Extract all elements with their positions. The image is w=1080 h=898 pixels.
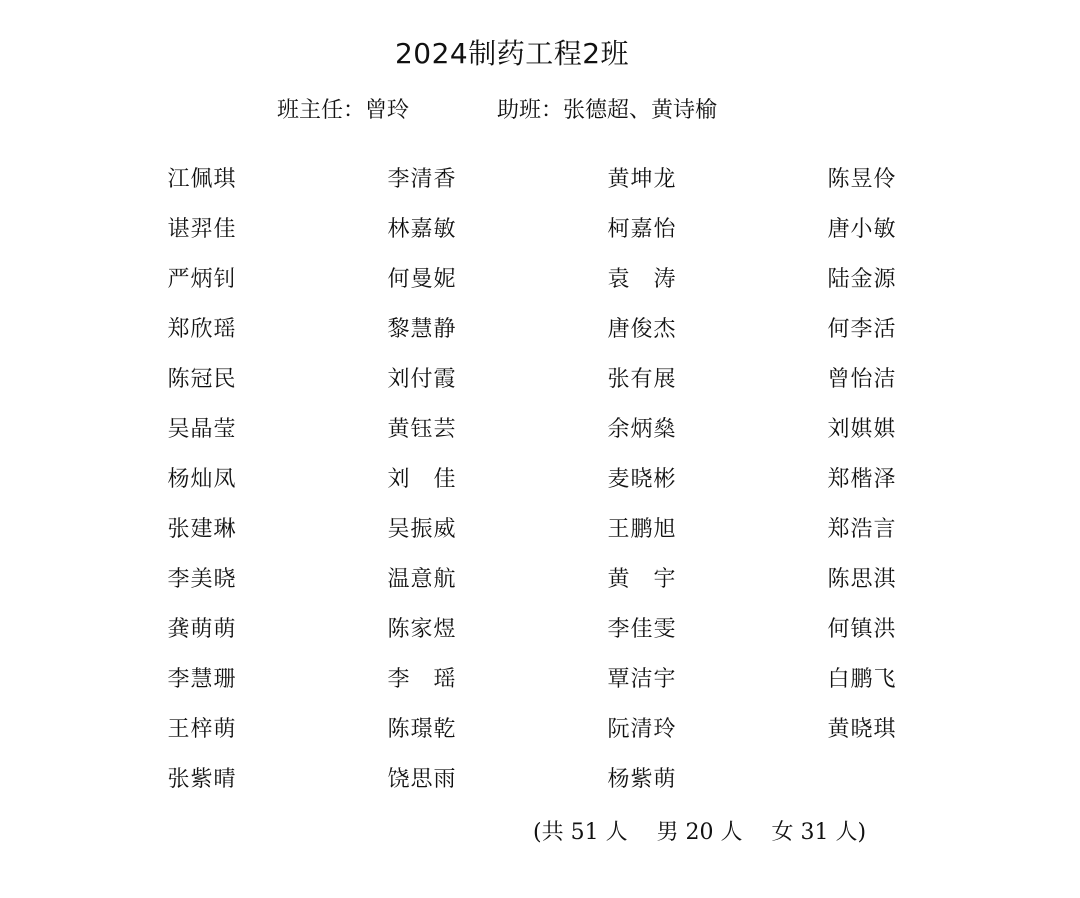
head-teacher: 班主任：曾玲 (277, 98, 410, 123)
student-name: 何曼妮 (387, 267, 457, 292)
student-name: 余炳燊 (607, 417, 677, 442)
student-name: 吴晶莹 (167, 417, 237, 442)
roster-row (0, 260, 1080, 310)
student-name: 杨紫萌 (607, 767, 677, 792)
student-name: 何镇洪 (827, 617, 897, 642)
student-name: 陈思淇 (827, 567, 897, 592)
student-name: 何李活 (827, 317, 897, 342)
student-name: 陈昱伶 (827, 167, 897, 192)
student-name: 刘娸娸 (827, 417, 897, 442)
student-name: 林嘉敏 (387, 217, 457, 242)
student-name: 柯嘉怡 (607, 217, 677, 242)
student-name: 王鹏旭 (607, 517, 677, 542)
student-name: 麦晓彬 (607, 467, 677, 492)
roster-row (0, 760, 1080, 810)
student-name: 白鹏飞 (827, 667, 897, 692)
student-name: 刘付霞 (387, 367, 457, 392)
student-name: 黄坤龙 (607, 167, 677, 192)
student-name: 陈冠民 (167, 367, 237, 392)
student-name: 覃洁宇 (607, 667, 677, 692)
student-name: 谌羿佳 (167, 217, 237, 242)
student-name: 李清香 (387, 167, 457, 192)
staff-line (0, 94, 1080, 128)
student-name: 唐俊杰 (607, 317, 677, 342)
student-name: 郑欣瑶 (167, 317, 237, 342)
roster-row (0, 310, 1080, 360)
student-roster (0, 160, 1080, 810)
document-title: 2024制药工程2班 (394, 37, 630, 70)
student-name: 严炳钊 (167, 267, 237, 292)
student-name: 阮清玲 (607, 717, 677, 742)
student-name: 江佩琪 (167, 167, 237, 192)
student-name: 龚萌萌 (167, 617, 237, 642)
roster-row (0, 610, 1080, 660)
student-name: 陈家煜 (387, 617, 457, 642)
student-name: 李慧珊 (167, 667, 237, 692)
roster-row (0, 660, 1080, 710)
student-name: 黎慧静 (387, 317, 457, 342)
student-name: 张紫晴 (167, 767, 237, 792)
student-name: 张建琳 (167, 517, 237, 542)
student-name: 黄 宇 (607, 567, 677, 592)
student-name: 郑楷泽 (827, 467, 897, 492)
roster-row (0, 210, 1080, 260)
student-name: 李 瑶 (387, 667, 457, 692)
student-name: 郑浩言 (827, 517, 897, 542)
student-name: 饶思雨 (387, 767, 457, 792)
student-name: 吴振威 (387, 517, 457, 542)
roster-row (0, 710, 1080, 760)
roster-row (0, 510, 1080, 560)
roster-row (0, 360, 1080, 410)
student-name: 杨灿凤 (167, 467, 237, 492)
student-name: 曾怡洁 (827, 367, 897, 392)
student-name: 黄钰芸 (387, 417, 457, 442)
student-name: 王梓萌 (167, 717, 237, 742)
student-name: 温意航 (387, 567, 457, 592)
student-name: 李佳雯 (607, 617, 677, 642)
student-name: 唐小敏 (827, 217, 897, 242)
class-assistants: 助班：张德超、黄诗榆 (497, 98, 718, 123)
student-name: 陆金源 (827, 267, 897, 292)
student-name: 李美晓 (167, 567, 237, 592)
roster-row (0, 160, 1080, 210)
roster-row (0, 410, 1080, 460)
roster-row (0, 460, 1080, 510)
headcount-summary: (共 51 人 男 20 人 女 31 人) (533, 820, 867, 845)
student-name: 陈璟乾 (387, 717, 457, 742)
roster-row (0, 560, 1080, 610)
student-name: 袁 涛 (607, 267, 677, 292)
student-name: 黄晓琪 (827, 717, 897, 742)
student-name: 张有展 (607, 367, 677, 392)
student-name: 刘 佳 (387, 467, 457, 492)
